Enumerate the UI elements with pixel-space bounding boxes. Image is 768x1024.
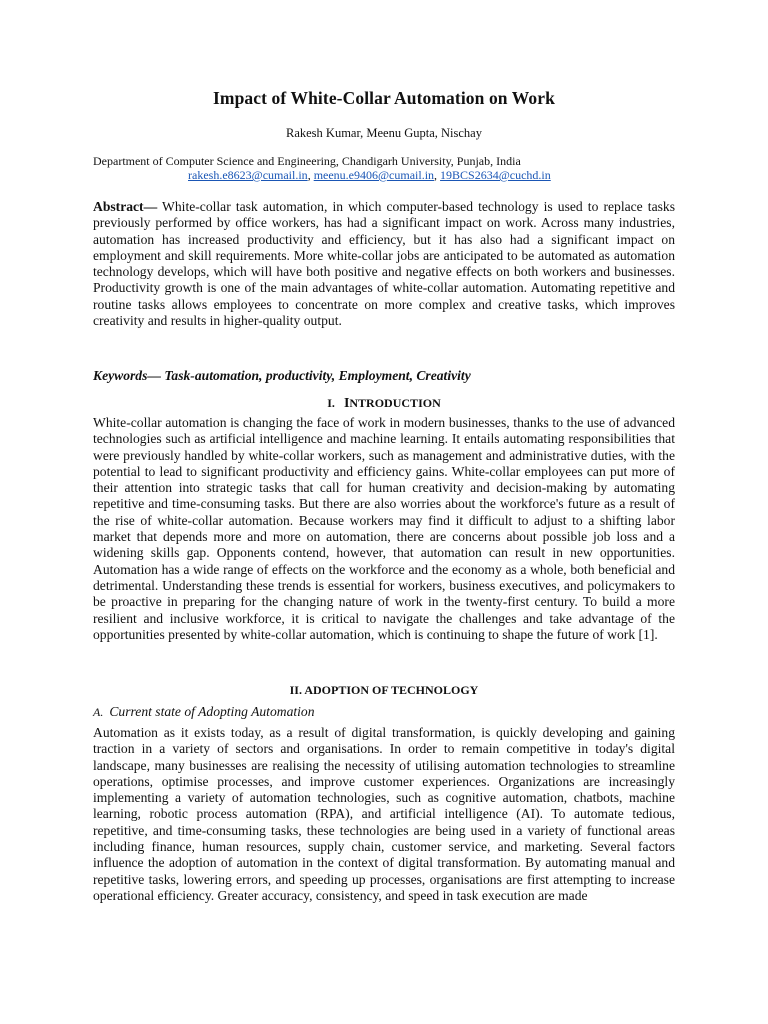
abstract-text: White-collar task automation, in which computer-based technology is used to replace tasks previously performed by office workers, has had a significant impact on work. Across many industries, automation has increased productivity and efficiency, but it has also had a significant impact on employment and skill requirements. More white-collar jobs are anticipated to be automated as automation technology develops, which will have both positive and negative effects on both workers and businesses. Productivity growth is one of the main advantages of white-collar automation. Automating repetitive and routine tasks allows employees to concentrate on more complex and creative tasks, which improves creativity and results in higher-quality output. (93, 199, 675, 329)
subsection-title: Current state of Adopting Automation (109, 704, 315, 719)
abstract (93, 199, 675, 329)
section-heading-rest: NTRODUCTION (349, 396, 441, 410)
introduction-paragraph: White-collar automation is changing the face of work in modern businesses, thanks to the use of advanced technologies such as artificial intelligence and machine learning. It entails automating responsibilities that were previously handled by white-collar workers, such as management and administrative duties, with the potential to lead to significant productivity and efficiency gains. White-collar employees can put more of their attention into strategic tasks that call for human creativity and decision-making by automating repetitive and time-consuming tasks. But there are also worries about the workforce's future as a result of the rise of white-collar automation. Because workers may find it difficult to adjust to a shifting labor market that depends more and more on automation, there are concerns about possible job loss and a widening skills gap. Opponents contend, however, that automation can result in new opportunities. Automation has a wide range of effects on the workforce and the economy as a whole, both beneficial and detrimental. Understanding these trends is essential for workers, business executives, and policymakers to be proactive in preparing for the changing nature of work in the twenty-first century. To build a more resilient and inclusive workforce, it is critical to navigate the challenges and take advantage of the opportunities presented by white-collar automation, which is continuing to shape the future of work [1]. (93, 415, 675, 642)
section-heading-adoption: II. ADOPTION OF TECHNOLOGY (289, 683, 479, 697)
subsection-heading (93, 704, 315, 720)
section-heading-introduction (0, 396, 768, 412)
email-link-3[interactable]: 19BCS2634@cuchd.in (440, 168, 551, 182)
section-number: I. (327, 396, 335, 410)
keywords-text: Task-automation, productivity, Employment, Creativity (160, 368, 471, 383)
keywords (93, 368, 471, 384)
email-list (188, 168, 551, 183)
section-cap-letter: I (343, 396, 350, 411)
email-link-1[interactable]: rakesh.e8623@cumail.in (188, 168, 308, 182)
keywords-label: Keywords— (93, 368, 161, 383)
email-separator: , (434, 168, 441, 182)
subsection-letter: A. (93, 705, 104, 719)
adoption-paragraph: Automation as it exists today, as a result of digital transformation, is quickly developing and gaining traction in a variety of sectors and organisations. In order to remain competitive in today's digital landscape, many businesses are realising the necessity of utilising automation technologies to streamline operations, optimise processes, and improve customer experiences. Organizations are increasingly implementing a variety of automation technologies, such as cognitive automation, chatbots, machine learning, robotic process automation (RPA), and artificial intelligence (AI). To automate tedious, repetitive, and time-consuming tasks, these technologies are being used in a variety of functional areas including finance, human resources, supply chain, customer service, and marketing. Several factors influence the adoption of automation in the context of digital transformation. By automating manual and repetitive tasks, lowering errors, and speeding up processes, organisations are first attempting to increase operational efficiency. Greater accuracy, consistency, and speed in task execution are made (93, 725, 675, 903)
email-link-2[interactable]: meenu.e9406@cumail.in (313, 168, 435, 182)
paper-title: Impact of White-Collar Automation on Work (213, 88, 555, 108)
abstract-label: Abstract— (93, 199, 158, 214)
author-list: Rakesh Kumar, Meenu Gupta, Nischay (286, 126, 482, 140)
email-separator: , (307, 168, 314, 182)
affiliation: Department of Computer Science and Engineering, Chandigarh University, Punjab, India (93, 154, 521, 168)
